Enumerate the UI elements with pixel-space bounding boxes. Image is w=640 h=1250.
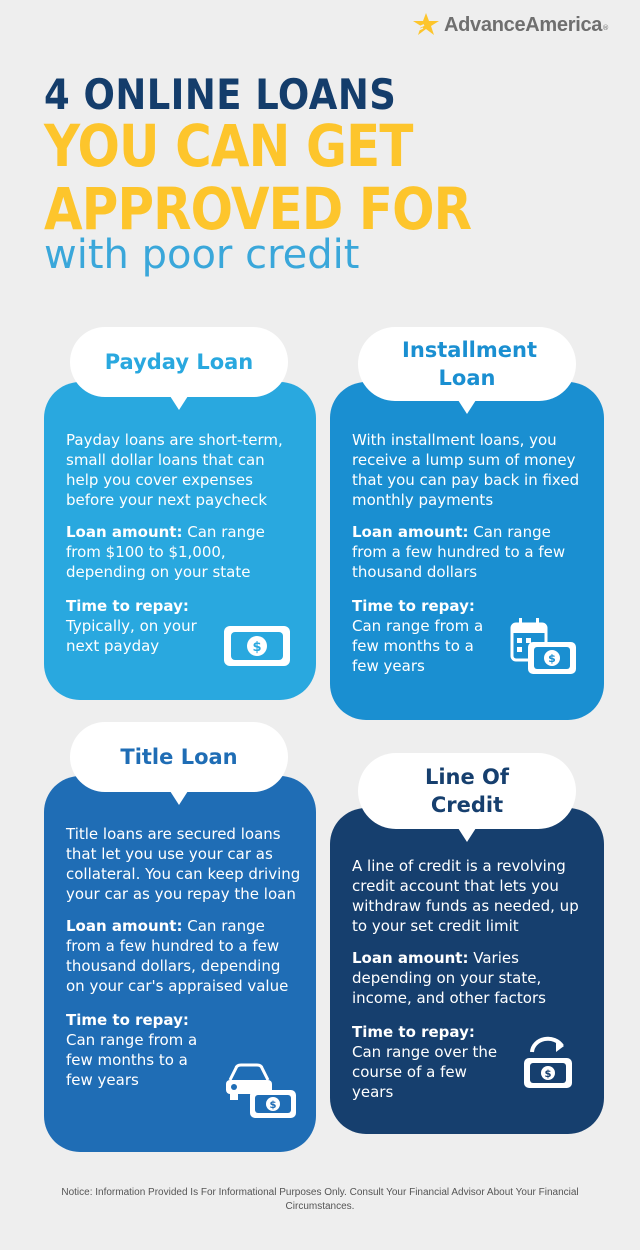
repay-time [66,1010,216,1090]
card-title-bubble-line-of-credit [358,753,576,829]
headline-line-1: 4 ONLINE LOANS [44,70,397,119]
svg-text:$: $ [544,1069,552,1080]
card-title-bubble-payday [70,327,288,397]
loan-amount-label: Loan amount: [352,949,469,967]
card-title-loan [44,776,316,1152]
loan-amount [352,522,582,582]
loan-amount-label: Loan amount: [352,523,469,541]
repay-text: Typically, on your next payday [66,617,197,655]
repay-time [66,596,216,656]
repay-label: Time to repay: [352,597,475,615]
calendar-money-icon [508,616,578,676]
loan-amount-label: Loan amount: [66,523,183,541]
car-money-icon [224,1060,298,1120]
loan-amount [352,948,582,1008]
card-title: Payday Loan [104,350,254,374]
headline-line-4: with poor credit [44,232,360,278]
repay-text: Can range from a few months to a few years [352,617,484,675]
card-description: Payday loans are short-term, small dollar loans that can help you cover expenses before your next paycheck [66,431,283,509]
card-description: A line of credit is a revolving credit account that lets you withdraw funds as needed, up to your set credit limit [352,857,579,935]
repay-label: Time to repay: [66,1011,189,1029]
loan-amount-label: Loan amount: [66,917,183,935]
headline-line-2: YOU CAN GET [44,112,413,180]
revolving-money-icon [520,1030,576,1090]
loan-amount-text: Varies depending on your state, income, and other factors [352,949,546,1007]
loan-amount [66,522,296,582]
repay-time [352,596,502,676]
repay-text: Can range over the course of a few years [352,1043,498,1101]
repay-text: Can range from a few months to a few years [66,1031,198,1089]
loan-amount-text: Can range from $100 to $1,000, depending on your state [66,523,265,581]
card-installment-loan [330,382,604,720]
card-title: Title Loan [120,745,238,769]
legal-notice: Notice: Information Provided Is For Informational Purposes Only. Consult Your Financial Advisor About Your Financial Circumstances. [61,1187,579,1212]
card-title-bubble-title-loan [70,722,288,792]
svg-text:$: $ [548,652,556,665]
loan-amount-text: Can range from a few hundred to a few thousand dollars, depending on your car's appraised value [66,917,289,995]
repay-label: Time to repay: [66,597,189,615]
repay-time [352,1022,512,1102]
card-description: Title loans are secured loans that let you use your car as collateral. You can keep driving your car as you repay the loan [66,825,301,903]
brand-name: AdvanceAmerica [444,13,603,36]
brand-logo [412,12,609,38]
card-title-bubble-installment [358,327,576,401]
loan-amount [66,916,302,996]
brand-trademark: ® [602,24,610,32]
card-title: Installment Loan [402,338,537,390]
star-logo-icon [412,12,442,38]
card-line-of-credit [330,808,604,1134]
repay-label: Time to repay: [352,1023,475,1041]
svg-text:$: $ [269,1100,277,1111]
money-bill-icon [222,624,292,668]
headline-line-3: APPROVED FOR [44,175,472,243]
card-payday-loan [44,382,316,700]
loan-amount-text: Can range from a few hundred to a few thousand dollars [352,523,566,581]
svg-text:$: $ [252,640,262,655]
card-description: With installment loans, you receive a lump sum of money that you can pay back in fixed monthly payments [352,431,580,509]
card-title: Line Of Credit [424,765,510,817]
